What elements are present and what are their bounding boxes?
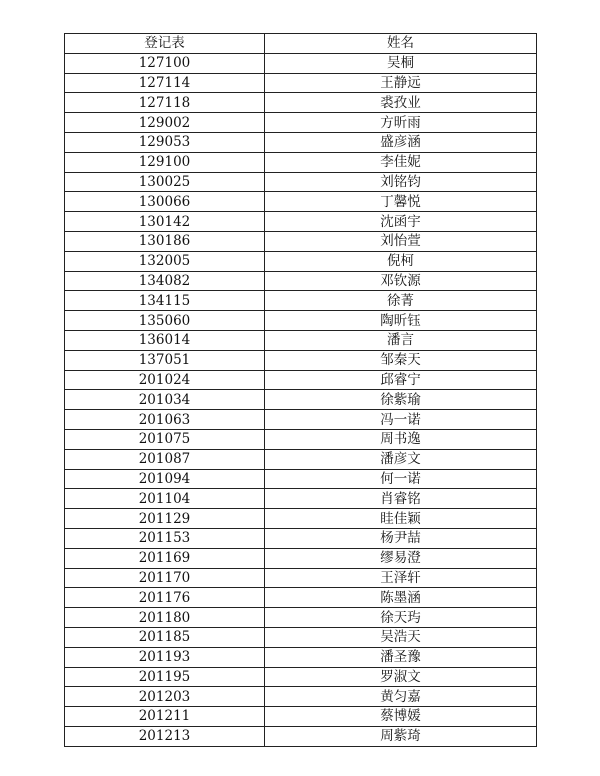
cell-id: 201024 [65, 370, 265, 390]
cell-id: 201075 [65, 429, 265, 449]
cell-name: 吴桐 [265, 53, 537, 73]
cell-name: 盛彦涵 [265, 132, 537, 152]
cell-id: 129053 [65, 132, 265, 152]
cell-id: 201129 [65, 509, 265, 529]
table-row [65, 469, 537, 489]
cell-name: 邓钦源 [265, 271, 537, 291]
table-row [65, 330, 537, 350]
table-row [65, 726, 537, 746]
cell-id: 201169 [65, 548, 265, 568]
cell-id: 127114 [65, 73, 265, 93]
table-row [65, 390, 537, 410]
cell-id: 201104 [65, 489, 265, 509]
table-row [65, 410, 537, 430]
table-row [65, 231, 537, 251]
cell-id: 201087 [65, 449, 265, 469]
cell-name: 罗淑文 [265, 667, 537, 687]
header-row [65, 34, 537, 54]
table-row [65, 350, 537, 370]
cell-id: 201063 [65, 410, 265, 430]
table-row [65, 311, 537, 331]
cell-name: 肖睿铭 [265, 489, 537, 509]
cell-id: 127118 [65, 93, 265, 113]
cell-name: 王静远 [265, 73, 537, 93]
registration-table [64, 33, 537, 747]
cell-name: 潘圣豫 [265, 647, 537, 667]
table-row [65, 489, 537, 509]
column-header-name: 姓名 [265, 34, 537, 54]
cell-id: 201034 [65, 390, 265, 410]
table-row [65, 647, 537, 667]
table-row [65, 687, 537, 707]
cell-name: 冯一诺 [265, 410, 537, 430]
table-row [65, 528, 537, 548]
cell-name: 刘铭钧 [265, 172, 537, 192]
cell-id: 130186 [65, 231, 265, 251]
cell-id: 135060 [65, 311, 265, 331]
cell-name: 方昕雨 [265, 113, 537, 133]
cell-id: 130066 [65, 192, 265, 212]
table-row [65, 53, 537, 73]
cell-name: 陶昕钰 [265, 311, 537, 331]
cell-id: 201211 [65, 707, 265, 727]
table-row [65, 370, 537, 390]
table-row [65, 172, 537, 192]
cell-id: 201193 [65, 647, 265, 667]
table-row [65, 251, 537, 271]
cell-id: 129002 [65, 113, 265, 133]
cell-id: 201203 [65, 687, 265, 707]
cell-id: 201153 [65, 528, 265, 548]
table-row [65, 93, 537, 113]
cell-name: 丁馨悦 [265, 192, 537, 212]
cell-id: 127100 [65, 53, 265, 73]
cell-name: 邱睿宁 [265, 370, 537, 390]
cell-id: 201185 [65, 627, 265, 647]
cell-name: 缪易澄 [265, 548, 537, 568]
table-row [65, 707, 537, 727]
cell-id: 130142 [65, 212, 265, 232]
cell-name: 陈墨涵 [265, 588, 537, 608]
cell-name: 裘孜业 [265, 93, 537, 113]
cell-id: 201170 [65, 568, 265, 588]
cell-name: 李佳妮 [265, 152, 537, 172]
cell-name: 何一诺 [265, 469, 537, 489]
table-row [65, 291, 537, 311]
cell-name: 蔡博媛 [265, 707, 537, 727]
table-row [65, 627, 537, 647]
table-row [65, 192, 537, 212]
cell-name: 徐天玙 [265, 608, 537, 628]
cell-name: 杨尹喆 [265, 528, 537, 548]
cell-id: 201094 [65, 469, 265, 489]
table-row [65, 152, 537, 172]
cell-id: 201213 [65, 726, 265, 746]
table-row [65, 608, 537, 628]
cell-name: 刘怡萱 [265, 231, 537, 251]
cell-id: 134115 [65, 291, 265, 311]
cell-id: 201180 [65, 608, 265, 628]
cell-id: 129100 [65, 152, 265, 172]
cell-name: 潘言 [265, 330, 537, 350]
table-row [65, 667, 537, 687]
table-row [65, 449, 537, 469]
table-body [65, 53, 537, 746]
table-row [65, 113, 537, 133]
cell-id: 130025 [65, 172, 265, 192]
cell-name: 邹秦天 [265, 350, 537, 370]
cell-name: 徐菁 [265, 291, 537, 311]
cell-name: 黄匀嘉 [265, 687, 537, 707]
table-row [65, 588, 537, 608]
cell-name: 周紫琦 [265, 726, 537, 746]
cell-id: 134082 [65, 271, 265, 291]
cell-name: 王泽轩 [265, 568, 537, 588]
cell-id: 132005 [65, 251, 265, 271]
cell-name: 沈函宇 [265, 212, 537, 232]
cell-name: 眭佳颖 [265, 509, 537, 529]
cell-id: 136014 [65, 330, 265, 350]
cell-id: 201176 [65, 588, 265, 608]
cell-id: 201195 [65, 667, 265, 687]
table-row [65, 509, 537, 529]
column-header-id: 登记表 [65, 34, 265, 54]
cell-name: 潘彦文 [265, 449, 537, 469]
table-row [65, 271, 537, 291]
table-row [65, 212, 537, 232]
table-row [65, 132, 537, 152]
cell-name: 周书逸 [265, 429, 537, 449]
cell-name: 吴浩天 [265, 627, 537, 647]
table-row [65, 429, 537, 449]
table-row [65, 73, 537, 93]
cell-name: 倪柯 [265, 251, 537, 271]
cell-name: 徐紫瑜 [265, 390, 537, 410]
table-row [65, 568, 537, 588]
cell-id: 137051 [65, 350, 265, 370]
table-row [65, 548, 537, 568]
